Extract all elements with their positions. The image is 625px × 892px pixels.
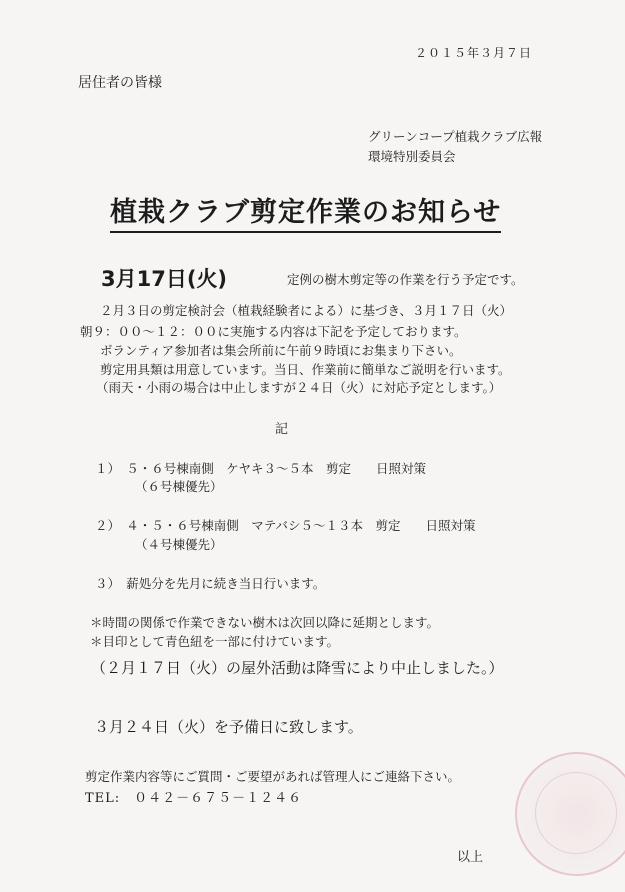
closing-mark: 以上 [457, 850, 484, 865]
note-postpone: ＊時間の関係で作業できない樹木は次回以降に延期とします。 [90, 615, 440, 630]
cancellation-notice: （２月１７日（火）の屋外活動は降雪により中止しました。） [91, 659, 504, 677]
note-marker: ＊目印として青色紐を一部に付けています。 [90, 634, 340, 649]
notice-date: ２０１５年３月７日 [415, 46, 533, 60]
ki-heading: 記 [275, 422, 289, 437]
stamp-inner-ring [535, 772, 617, 854]
body-line-1: ２月３日の剪定検討会（植栽経験者による）に基づき、３月１７日（火） [100, 303, 513, 318]
list-item-1-note: （６号棟優先） [135, 479, 223, 494]
body-line-3: ボランティア参加者は集会所前に午前９時頃にお集まり下さい。 [100, 343, 462, 358]
body-line-4: 剪定用具類は用意しています。当日、作業前に簡単なご説明を行います。 [100, 362, 511, 377]
event-date-headline: 3月17日(火) [101, 267, 228, 291]
event-description: 定例の樹木剪定等の作業を行う予定です。 [287, 272, 524, 287]
sender-organization: グリーンコープ植栽クラブ広報 [368, 129, 543, 144]
list-item-2-note: （４号棟優先） [135, 537, 223, 552]
list-item-1: １） ５・６号棟南側 ケヤキ３～５本 剪定 日照対策 [95, 461, 427, 476]
reserve-day: ３月２４日（火）を予備日に致します。 [94, 718, 363, 736]
body-line-2: 朝９：００～１２：００に実施する内容は下記を予定しております。 [80, 324, 467, 339]
addressee: 居住者の皆様 [78, 75, 162, 91]
list-item-3: ３） 薪処分を先月に続き当日行います。 [95, 576, 326, 591]
notice-title: 植栽クラブ剪定作業のお知らせ [110, 190, 501, 233]
list-item-2: ２） ４・５・６号棟南側 マテバシ５～１３本 剪定 日照対策 [95, 518, 476, 533]
phone-number: TEL: ０４２－６７５－１２４６ [85, 791, 303, 806]
sender-committee: 環境特別委員会 [368, 149, 456, 164]
body-line-5: （雨天・小雨の場合は中止しますが２４日（火）に対応予定とします。） [96, 380, 502, 395]
contact-text: 剪定作業内容等にご質問・ご要望があれば管理人にご連絡下さい。 [85, 769, 461, 784]
faint-stamp-seal [515, 752, 625, 876]
